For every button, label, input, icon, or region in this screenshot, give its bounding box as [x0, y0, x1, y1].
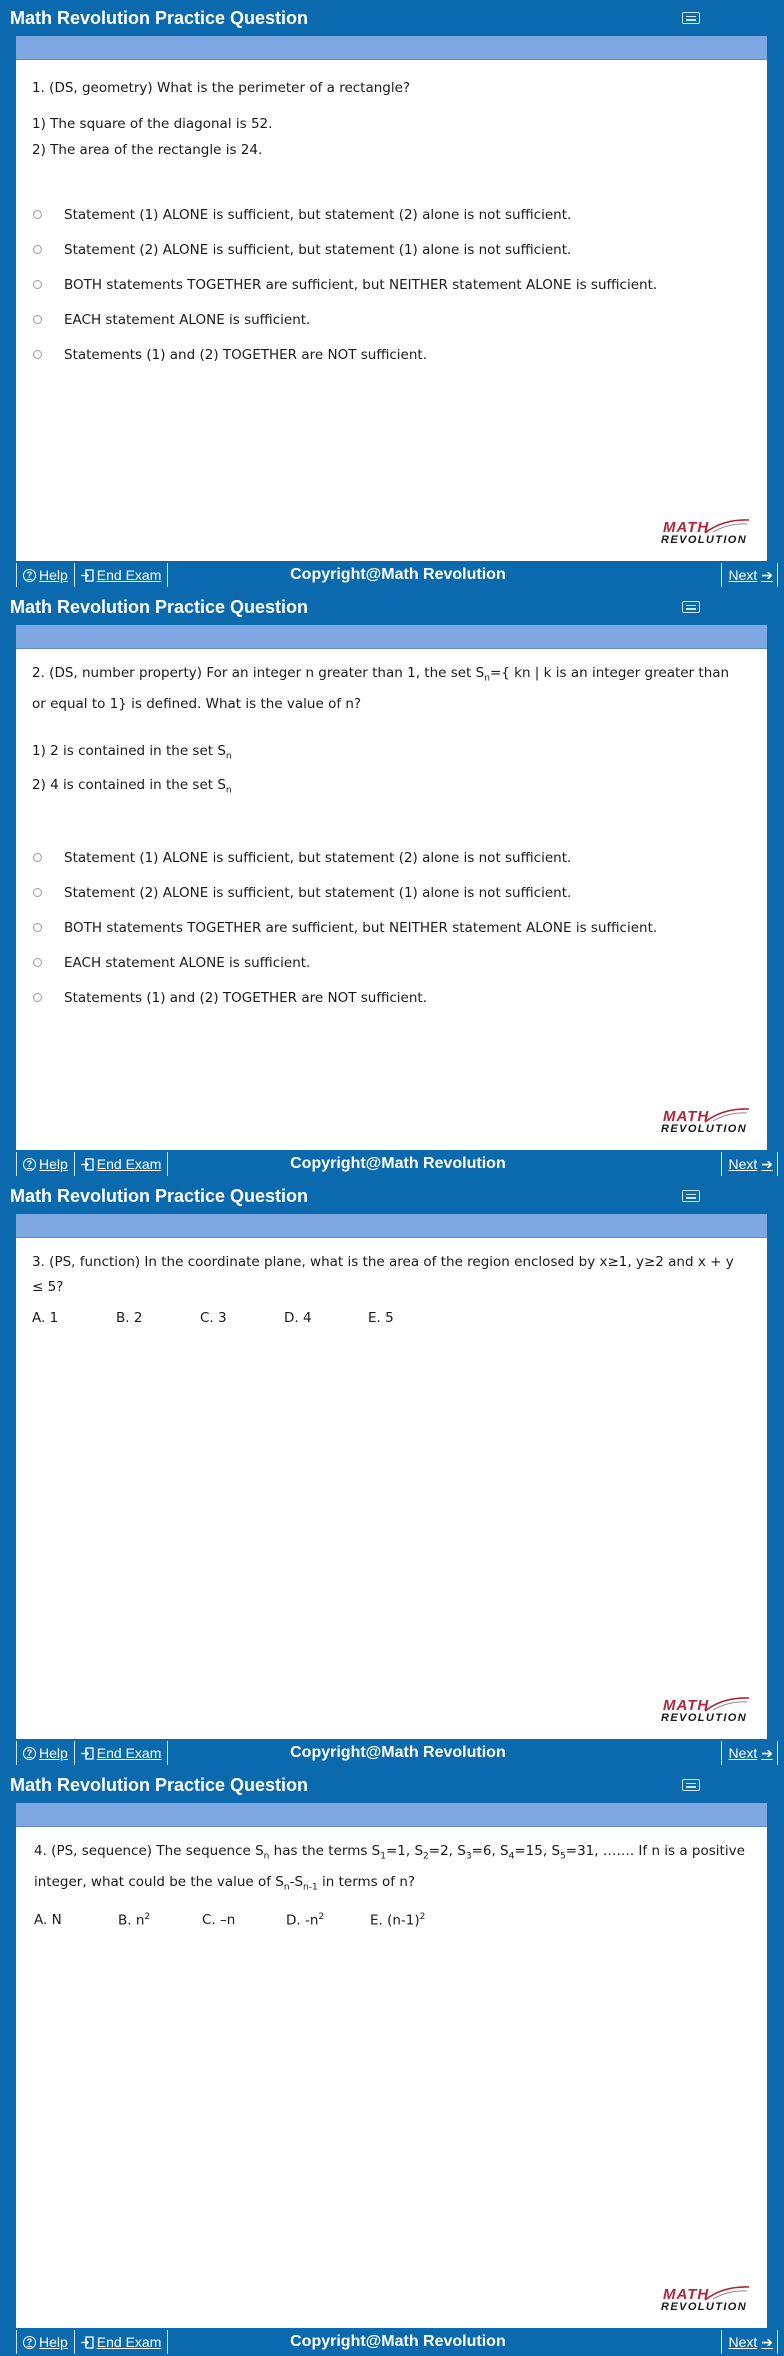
question-text: 2. (DS, number property) For an integer n greater than 1, the set $S_n=${ kn | k is an integer greater than or equal to 1} is defined. What is the value of n? [32, 665, 730, 712]
answer-option-3[interactable] [16, 910, 767, 945]
end-exam-button[interactable] [75, 1741, 169, 1765]
question-panel-2 [0, 589, 784, 1178]
logo-text-math: MATH [663, 519, 710, 536]
end-exam-button[interactable] [75, 1152, 169, 1176]
radio-button[interactable] [33, 958, 42, 967]
content-area [16, 1214, 767, 1739]
help-button[interactable] [16, 2330, 75, 2354]
bottom-toolbar [0, 561, 784, 589]
copyright-text: Copyright@Math Revolution [290, 1744, 506, 1761]
answer-option-b[interactable]: B. $n^2$ [118, 1912, 151, 1929]
help-icon: ? [23, 1747, 36, 1760]
sub-header-strip [16, 36, 767, 60]
question-panel-3 [0, 1178, 784, 1767]
question-text: 1. (DS, geometry) What is the perimeter of a rectangle? [32, 80, 411, 96]
window-title: Math Revolution Practice Question [10, 1774, 309, 1795]
option-label: BOTH statements TOGETHER are sufficient, but NEITHER statement ALONE is sufficient. [64, 919, 658, 936]
end-exam-icon [81, 1747, 94, 1760]
help-label: Help [39, 2334, 68, 2350]
window-title: Math Revolution Practice Question [10, 1185, 309, 1206]
end-exam-button[interactable] [75, 563, 169, 587]
question-text: 3. (PS, function) In the coordinate plane, what is the area of the region enclosed by x≥1, y≥2 and x + y ≤ 5? [32, 1254, 734, 1295]
help-button[interactable] [16, 1152, 75, 1176]
math-revolution-logo [661, 2284, 753, 2318]
answer-option-c[interactable]: C. –n [202, 1912, 236, 1929]
next-label: Next [728, 1745, 758, 1761]
bottom-toolbar [0, 1150, 784, 1178]
answer-option-c[interactable]: C. 3 [200, 1310, 227, 1326]
bottom-toolbar [0, 2328, 784, 2356]
end-exam-icon [81, 2336, 94, 2349]
logo-text-revolution: REVOLUTION [661, 1712, 748, 1724]
option-label: BOTH statements TOGETHER are sufficient, but NEITHER statement ALONE is sufficient. [64, 276, 658, 293]
help-icon: ? [23, 1158, 36, 1171]
answer-option-3[interactable] [16, 267, 767, 302]
radio-button[interactable] [33, 315, 42, 324]
statement-2: 2) 4 is contained in the set $S_n$ [32, 777, 232, 797]
logo-swoosh-icon [703, 2284, 751, 2302]
answer-option-a[interactable]: A. N [34, 1912, 62, 1929]
copyright-text: Copyright@Math Revolution [290, 566, 506, 583]
math-revolution-logo [661, 517, 753, 551]
help-icon: ? [23, 2336, 36, 2349]
title-bar [0, 0, 784, 36]
help-label: Help [39, 1745, 68, 1761]
answer-option-e[interactable]: E. 5 [368, 1310, 394, 1326]
answer-option-5[interactable] [16, 980, 767, 1015]
left-border [0, 1803, 16, 2328]
bottom-toolbar [0, 1739, 784, 1767]
answer-option-d[interactable]: D. 4 [284, 1310, 312, 1326]
next-arrow-icon: ➔ [761, 1744, 773, 1761]
end-exam-icon [81, 1158, 94, 1171]
logo-swoosh-icon [703, 1695, 751, 1713]
end-exam-button[interactable] [75, 2330, 169, 2354]
logo-swoosh-icon [703, 1106, 751, 1124]
help-icon: ? [23, 569, 36, 582]
next-arrow-icon: ➔ [761, 1155, 773, 1172]
option-label: Statements (1) and (2) TOGETHER are NOT sufficient. [64, 346, 427, 363]
math-revolution-logo [661, 1106, 753, 1140]
sub-header-strip [16, 1214, 767, 1238]
logo-text-revolution: REVOLUTION [661, 1123, 748, 1135]
answer-options [16, 1912, 767, 1929]
option-label: Statement (2) ALONE is sufficient, but statement (1) alone is not sufficient. [64, 241, 572, 258]
answer-options [16, 1310, 767, 1326]
logo-text-math: MATH [663, 2286, 710, 2303]
logo-text-revolution: REVOLUTION [661, 2301, 748, 2313]
question-panel-1 [0, 0, 784, 589]
next-button[interactable] [721, 2330, 778, 2354]
copyright-text: Copyright@Math Revolution [290, 2333, 506, 2350]
radio-button[interactable] [33, 280, 42, 289]
radio-button[interactable] [33, 210, 42, 219]
statement-2: 2) The area of the rectangle is 24. [32, 142, 263, 158]
option-label: Statement (1) ALONE is sufficient, but statement (2) alone is not sufficient. [64, 206, 572, 223]
help-label: Help [39, 567, 68, 583]
window-title: Math Revolution Practice Question [10, 7, 309, 28]
end-exam-label: End Exam [96, 1156, 162, 1172]
radio-button[interactable] [33, 888, 42, 897]
next-button[interactable] [721, 1741, 778, 1765]
option-label: Statement (1) ALONE is sufficient, but statement (2) alone is not sufficient. [64, 849, 572, 866]
next-button[interactable] [721, 1152, 778, 1176]
menu-icon[interactable] [682, 1190, 700, 1202]
logo-swoosh-icon [703, 517, 751, 535]
answer-option-b[interactable]: B. 2 [116, 1310, 143, 1326]
left-border [0, 1214, 16, 1739]
next-label: Next [728, 567, 758, 583]
title-bar [0, 589, 784, 625]
title-bar [0, 1178, 784, 1214]
answer-option-4[interactable] [16, 945, 767, 980]
math-revolution-logo [661, 1695, 753, 1729]
answer-option-1[interactable] [16, 197, 767, 232]
answer-option-d[interactable]: D. $-n^2$ [286, 1912, 325, 1929]
sub-header-strip [16, 625, 767, 649]
next-arrow-icon: ➔ [761, 2333, 773, 2350]
end-exam-label: End Exam [96, 567, 162, 583]
answer-option-2[interactable] [16, 232, 767, 267]
end-exam-label: End Exam [96, 1745, 162, 1761]
option-label: EACH statement ALONE is sufficient. [64, 311, 311, 328]
radio-button[interactable] [33, 350, 42, 359]
menu-icon[interactable] [682, 601, 700, 613]
end-exam-label: End Exam [96, 2334, 162, 2350]
answer-option-4[interactable] [16, 302, 767, 337]
answer-option-a[interactable]: A. 1 [32, 1310, 59, 1326]
option-label: Statements (1) and (2) TOGETHER are NOT sufficient. [64, 989, 427, 1006]
content-area [16, 625, 767, 1150]
next-label: Next [728, 2334, 758, 2350]
answer-option-5[interactable] [16, 337, 767, 372]
option-label: EACH statement ALONE is sufficient. [64, 954, 311, 971]
answer-option-1[interactable] [16, 840, 767, 875]
option-label: Statement (2) ALONE is sufficient, but statement (1) alone is not sufficient. [64, 884, 572, 901]
question-text: 4. (PS, sequence) The sequence $S_n$ has the terms $S_1=1$, $S_2=2$, $S_3=6$, $S_4=15$, $S_5=31$, ……. If n is a positive integer, what could be the value of $S_n-S_{n-1}$ in terms of n? [34, 1843, 745, 1893]
help-label: Help [39, 1156, 68, 1172]
left-border [0, 625, 16, 1150]
help-button[interactable] [16, 563, 75, 587]
content-area [16, 1803, 767, 2328]
radio-button[interactable] [33, 923, 42, 932]
answer-option-e[interactable]: E. $(n-1)^2$ [370, 1912, 426, 1929]
sub-header-strip [16, 1803, 767, 1827]
answer-option-2[interactable] [16, 875, 767, 910]
copyright-text: Copyright@Math Revolution [290, 1155, 506, 1172]
left-border [0, 36, 16, 561]
title-bar [0, 1767, 784, 1803]
window-title: Math Revolution Practice Question [10, 596, 309, 617]
next-button[interactable] [721, 563, 778, 587]
logo-text-math: MATH [663, 1108, 710, 1125]
statement-1: 1) 2 is contained in the set $S_n$ [32, 742, 232, 762]
logo-text-revolution: REVOLUTION [661, 534, 748, 546]
next-label: Next [728, 1156, 758, 1172]
logo-text-math: MATH [663, 1697, 710, 1714]
radio-button[interactable] [33, 245, 42, 254]
radio-button[interactable] [33, 853, 42, 862]
menu-icon[interactable] [682, 12, 700, 24]
statement-1: 1) The square of the diagonal is 52. [32, 116, 273, 132]
end-exam-icon [81, 569, 94, 582]
next-arrow-icon: ➔ [761, 566, 773, 583]
menu-icon[interactable] [682, 1779, 700, 1791]
content-area [16, 36, 767, 561]
question-panel-4 [0, 1767, 784, 2356]
help-button[interactable] [16, 1741, 75, 1765]
radio-button[interactable] [33, 993, 42, 1002]
